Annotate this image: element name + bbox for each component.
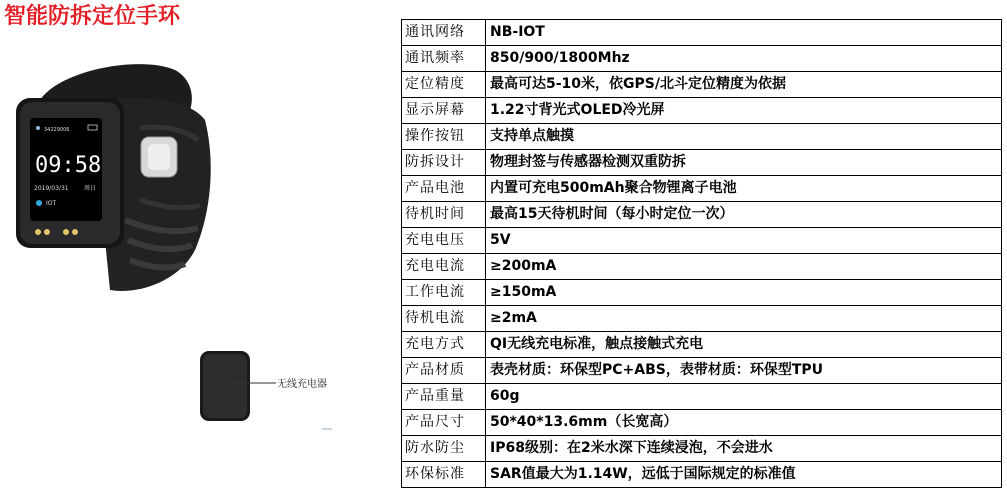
spec-value: NB-IOT	[486, 20, 1002, 46]
signal-icon	[36, 126, 40, 130]
watch-illustration	[0, 40, 230, 300]
watch-image	[0, 40, 230, 300]
spec-key: 待机时间	[402, 202, 486, 228]
spec-key: 防水防尘	[402, 436, 486, 462]
charger-illustration	[190, 345, 280, 430]
decorative-mark	[322, 428, 332, 430]
table-row	[402, 202, 1002, 228]
table-row	[402, 332, 1002, 358]
table-row	[402, 462, 1002, 488]
table-row	[402, 46, 1002, 72]
table-row	[402, 124, 1002, 150]
spec-value: 内置可充电500mAh聚合物锂离子电池	[486, 176, 1002, 202]
spec-value: QI无线充电标准，触点接触式充电	[486, 332, 1002, 358]
spec-value: 支持单点触摸	[486, 124, 1002, 150]
table-row	[402, 228, 1002, 254]
page-title: 智能防拆定位手环	[4, 4, 181, 29]
spec-value: 表壳材质：环保型PC+ABS，表带材质：环保型TPU	[486, 358, 1002, 384]
spec-key: 工作电流	[402, 280, 486, 306]
spec-key: 产品电池	[402, 176, 486, 202]
table-row	[402, 384, 1002, 410]
spec-value: 5V	[486, 228, 1002, 254]
charger-label: 无线充电器	[277, 379, 327, 390]
table-row	[402, 436, 1002, 462]
table-row	[402, 358, 1002, 384]
spec-key: 待机电流	[402, 306, 486, 332]
spec-value: 物理封签与传感器检测双重防拆	[486, 150, 1002, 176]
table-row	[402, 98, 1002, 124]
spec-value: SAR值最大为1.14W，远低于国际规定的标准值	[486, 462, 1002, 488]
spec-value: 50*40*13.6mm（长宽高）	[486, 410, 1002, 436]
watch-status-text: 34229006	[44, 127, 70, 133]
spec-key: 定位精度	[402, 72, 486, 98]
spec-key: 产品尺寸	[402, 410, 486, 436]
spec-key: 环保标准	[402, 462, 486, 488]
spec-key: 产品重量	[402, 384, 486, 410]
table-row	[402, 176, 1002, 202]
spec-value: ≥150mA	[486, 280, 1002, 306]
spec-key: 充电方式	[402, 332, 486, 358]
spec-value: ≥2mA	[486, 306, 1002, 332]
watch-time: 09:58	[35, 153, 102, 178]
spec-value: 最高15天待机时间（每小时定位一次）	[486, 202, 1002, 228]
table-row	[402, 150, 1002, 176]
table-row	[402, 410, 1002, 436]
spec-key: 充电电压	[402, 228, 486, 254]
table-row	[402, 72, 1002, 98]
spec-key: 通讯网络	[402, 20, 486, 46]
table-row	[402, 254, 1002, 280]
spec-key: 通讯频率	[402, 46, 486, 72]
spec-key: 操作按钮	[402, 124, 486, 150]
spec-key: 防拆设计	[402, 150, 486, 176]
spec-key: 产品材质	[402, 358, 486, 384]
spec-value: 850/900/1800Mhz	[486, 46, 1002, 72]
watch-weekday: 周日	[84, 185, 97, 192]
table-row	[402, 280, 1002, 306]
spec-value: 60g	[486, 384, 1002, 410]
person-icon	[36, 200, 42, 206]
spec-value: 最高可达5-10米，依GPS/北斗定位精度为依据	[486, 72, 1002, 98]
watch-network: IOT	[46, 200, 57, 207]
spec-key: 显示屏幕	[402, 98, 486, 124]
spec-value: IP68级别：在2米水深下连续浸泡，不会进水	[486, 436, 1002, 462]
watch-date: 2019/03/31	[34, 185, 69, 192]
spec-value: 1.22寸背光式OLED冷光屏	[486, 98, 1002, 124]
spec-table	[401, 19, 1002, 488]
spec-key: 充电电流	[402, 254, 486, 280]
charger-image	[190, 345, 350, 430]
spec-value: ≥200mA	[486, 254, 1002, 280]
table-row	[402, 306, 1002, 332]
table-row	[402, 20, 1002, 46]
